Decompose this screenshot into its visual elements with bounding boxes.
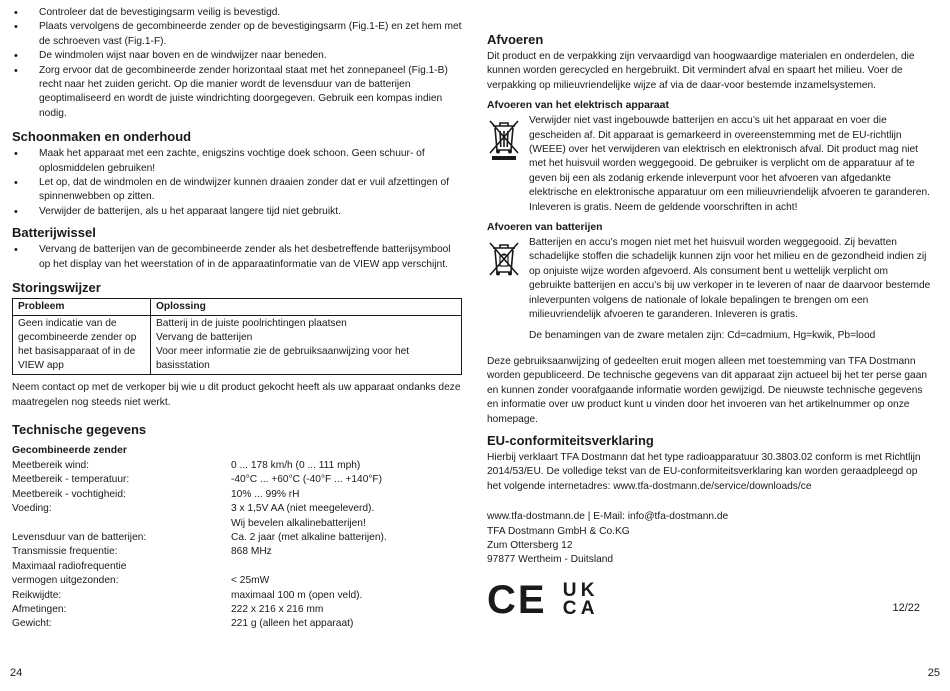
ukca-letter: C: [562, 597, 577, 619]
spec-value: 10% ... 99% rH: [231, 488, 300, 500]
spec-value: 222 x 216 x 216 mm: [231, 603, 324, 615]
specs-heading: Technische gegevens: [12, 421, 147, 437]
conformity-text: Hierbij verklaart TFA Dostmann dat het type radioapparatuur 30.3803.02 conform is met Richtlijn 2014/53/EU. De volledige tekst van de EU-conformiteitsverklaring kan worden geraadpleegd op het volgende internetadres: www.tfa-dostmann.de/service/downloads/ce: [487, 451, 921, 492]
spec-key: [12, 517, 231, 531]
table-row: [13, 316, 462, 375]
column-header-problem: Probleem: [13, 299, 151, 316]
spec-row: [12, 488, 464, 502]
cleaning-heading: Schoonmaken en onderhoud: [12, 129, 192, 145]
spec-key: Meetbereik wind:: [12, 459, 90, 471]
contact-block: [487, 510, 932, 568]
contact-company: TFA Dostmann GmbH & Co.KG: [487, 525, 630, 537]
specs-subheading: Gecombineerde zender: [12, 444, 127, 456]
spec-row: [12, 617, 464, 631]
spec-row: [12, 574, 464, 588]
list-item: • Maak het apparaat met een zachte, enigszins vochtige doek schoon. Geen schuur- of oplosmiddelen gebruiken!: [12, 147, 464, 176]
spec-value: Ca. 2 jaar (met alkaline batterijen).: [231, 531, 387, 543]
list-item: • Controleer dat de bevestigingsarm veilig is bevestigd.: [12, 6, 464, 20]
spec-key: Levensduur van de batterijen:: [12, 531, 147, 543]
electrical-disposal-heading: Afvoeren van het elektrisch apparaat: [487, 100, 669, 112]
spec-row: [12, 531, 464, 545]
problem-cell: Geen indicatie van de gecombineerde zender op het basisapparaat of in de VIEW app: [13, 316, 151, 375]
battery-disposal-block: [487, 236, 932, 322]
ukca-letter: U: [562, 579, 577, 601]
list-item: • Plaats vervolgens de gecombineerde zender op de bevestigingsarm (Fig.1-E) en zet hem met de schroeven vast (Fig.1-F).: [12, 20, 464, 49]
spec-key: Afmetingen:: [12, 603, 67, 615]
troubleshooting-heading: Storingswijzer: [12, 280, 101, 296]
spec-value: < 25mW: [231, 575, 270, 587]
specs-list: [12, 459, 464, 632]
weee-bin-icon: [487, 114, 529, 167]
spec-value: 868 MHz: [231, 546, 272, 558]
spec-row: [12, 560, 464, 574]
spec-key: vermogen uitgezonden:: [12, 575, 119, 587]
troubleshooting-note: Neem contact op met de verkoper bij wie u dit product gekocht heeft als uw apparaat ondanks deze maatregelen nog steeds niet werkt.: [12, 382, 461, 408]
spec-key: Voeding:: [12, 503, 52, 515]
battery-disposal-heading: Afvoeren van batterijen: [487, 222, 603, 234]
spec-row: [12, 589, 464, 603]
conformity-heading: EU-conformiteitsverklaring: [487, 432, 654, 448]
spec-row: [12, 459, 464, 473]
solution-line: Vervang de batterijen: [156, 332, 253, 344]
spec-value: 221 g (alleen het apparaat): [231, 618, 354, 630]
table-header-row: [13, 299, 462, 316]
ukca-letter: K: [580, 579, 595, 601]
page-number-right: 25: [927, 667, 940, 679]
disposal-text: Dit product en de verpakking zijn vervaardigd van hoogwaardige materialen en onderdelen, die kunnen worden gerecycled en hergebruikt. Dit vermindert afval en spaart het milieu. Voer de verpakking op milieuvriendelijke wijze af via de daar-voor bestemde inzamelsystemen.: [487, 51, 915, 91]
spec-row: [12, 603, 464, 617]
list-item: • Zorg ervoor dat de gecombineerde zender horizontaal staat met het zonnepaneel (Fig.1-B) recht naar het zuiden gericht. Op die manier wordt de levensduur van de batterijen geoptimaliseerd en wordt de juiste windrichting doorgegeven. Gebruik een kompas indien nodig.: [12, 64, 464, 122]
solution-line: Batterij in de juiste poolrichtingen plaatsen: [156, 318, 347, 330]
battery-heading: Batterijwissel: [12, 225, 96, 241]
spec-row: [12, 473, 464, 487]
spec-value: [231, 560, 464, 574]
ukca-mark-icon: [561, 579, 597, 619]
spec-key: Gewicht:: [12, 618, 52, 630]
battery-disposal-text: Batterijen en accu’s mogen niet met het huisvuil worden weggegooid. Zij bevatten schadelijke stoffen die schadelijk kunnen zijn voor het milieu en de gezondheid indien zij op onjuiste wijze worden afgevoerd. Als consument bent u wettelijk verplicht om gebruikte batterijen en accu’s bij uw verkoper in te leveren of naar de daarvoor bestemde inleverpunten volgens de nationale of lokale bepalingen te brengen om een milieuvriendelijk afvoeren te garanderen. Inleveren is gratis.: [529, 237, 931, 321]
version-code: 12/22: [892, 602, 920, 614]
column-header-solution: Oplossing: [151, 299, 462, 316]
spec-key: Meetbereik - temperatuur:: [12, 474, 130, 486]
spec-row: [12, 545, 464, 559]
solution-cell: [151, 316, 462, 375]
heavy-metals-text: De benamingen van de zware metalen zijn: Cd=cadmium, Hg=kwik, Pb=lood: [529, 329, 876, 341]
spec-value: Wij bevelen alkalinebatterijen!: [231, 517, 366, 529]
spec-key: Meetbereik - vochtigheid:: [12, 488, 126, 500]
spec-key: Transmissie frequentie:: [12, 546, 118, 558]
crossed-bin-battery-icon: [487, 236, 529, 285]
spec-value: maximaal 100 m (open veld).: [231, 589, 363, 601]
ukca-letter: A: [580, 597, 595, 619]
contact-street: Zum Ottersberg 12: [487, 539, 573, 551]
contact-web-email: www.tfa-dostmann.de | E-Mail: info@tfa-dostmann.de: [487, 511, 729, 523]
contact-city: 97877 Wertheim - Duitsland: [487, 554, 614, 566]
certification-marks: [487, 577, 932, 622]
cleaning-bullet-list: [12, 147, 464, 219]
troubleshooting-table: [12, 298, 462, 375]
spec-value: 3 x 1,5V AA (niet meegeleverd).: [231, 503, 375, 515]
electrical-disposal-text: Verwijder niet vast ingebouwde batterijen en accu’s uit het apparaat en voer die gescheiden af. Dit apparaat is gemarkeerd in overeenstemming met de EU-richtlijn (WEEE) over het verwijderen van elektrisch en elektronisch afval. Dit product mag niet met het huisvuil worden weggegooid. De gebruiker is verplicht om de apparatuur af te geven bij een als zodanig erkende inleverpunt voor het afvoeren van afgedankte elektrische en elektronische apparatuur om een milieuvriendelijk afvoeren te garanderen. Inleveren is gratis. Neem de geldende voorschriften in acht!: [529, 115, 930, 213]
spec-row: [12, 502, 464, 516]
battery-bullet-list: [12, 243, 464, 272]
publication-text: Deze gebruiksaanwijzing of gedeelten eruit mogen alleen met toestemming van TFA Dostmann worden gepubliceerd. De technische gegevens van dit apparaat zijn actueel bij het ter perse gaan en kunnen zonder voorafgaande informatie worden gewijzigd. De nieuwste technische gegevens en informatie over uw product kunt u vinden door het invoeren van het artikelnummer op onze homepage.: [487, 355, 928, 425]
electrical-disposal-block: [487, 114, 932, 215]
left-page: [12, 6, 464, 632]
list-item: • Verwijder de batterijen, als u het apparaat langere tijd niet gebruikt.: [12, 205, 464, 219]
spec-value: 0 ... 178 km/h (0 ... 111 mph): [231, 459, 361, 471]
intro-bullet-list: [12, 6, 464, 121]
right-page: [487, 32, 932, 620]
list-item: • De windmolen wijst naar boven en de windwijzer naar beneden.: [12, 49, 464, 63]
spec-value: -40°C ... +60°C (-40°F ... +140°F): [231, 474, 383, 486]
spec-key: Maximaal radiofrequentie: [12, 560, 127, 572]
list-item: • Vervang de batterijen van de gecombineerde zender als het desbetreffende batterijsymbool op het display van het weerstation of in de apparaatinformatie van de VIEW app verschijnt.: [12, 243, 464, 272]
disposal-heading: Afvoeren: [487, 32, 544, 47]
ce-mark-icon: CE: [487, 577, 547, 622]
spec-key: Reikwijdte:: [12, 589, 62, 601]
page-number-left: 24: [10, 667, 23, 679]
spec-row: [12, 517, 464, 531]
solution-line: Voor meer informatie zie de gebruiksaanwijzing voor het basisstation: [156, 346, 410, 372]
list-item: • Let op, dat de windmolen en de windwijzer kunnen draaien zonder dat er vuil afzettingen of spinnenwebben op zitten.: [12, 176, 464, 205]
